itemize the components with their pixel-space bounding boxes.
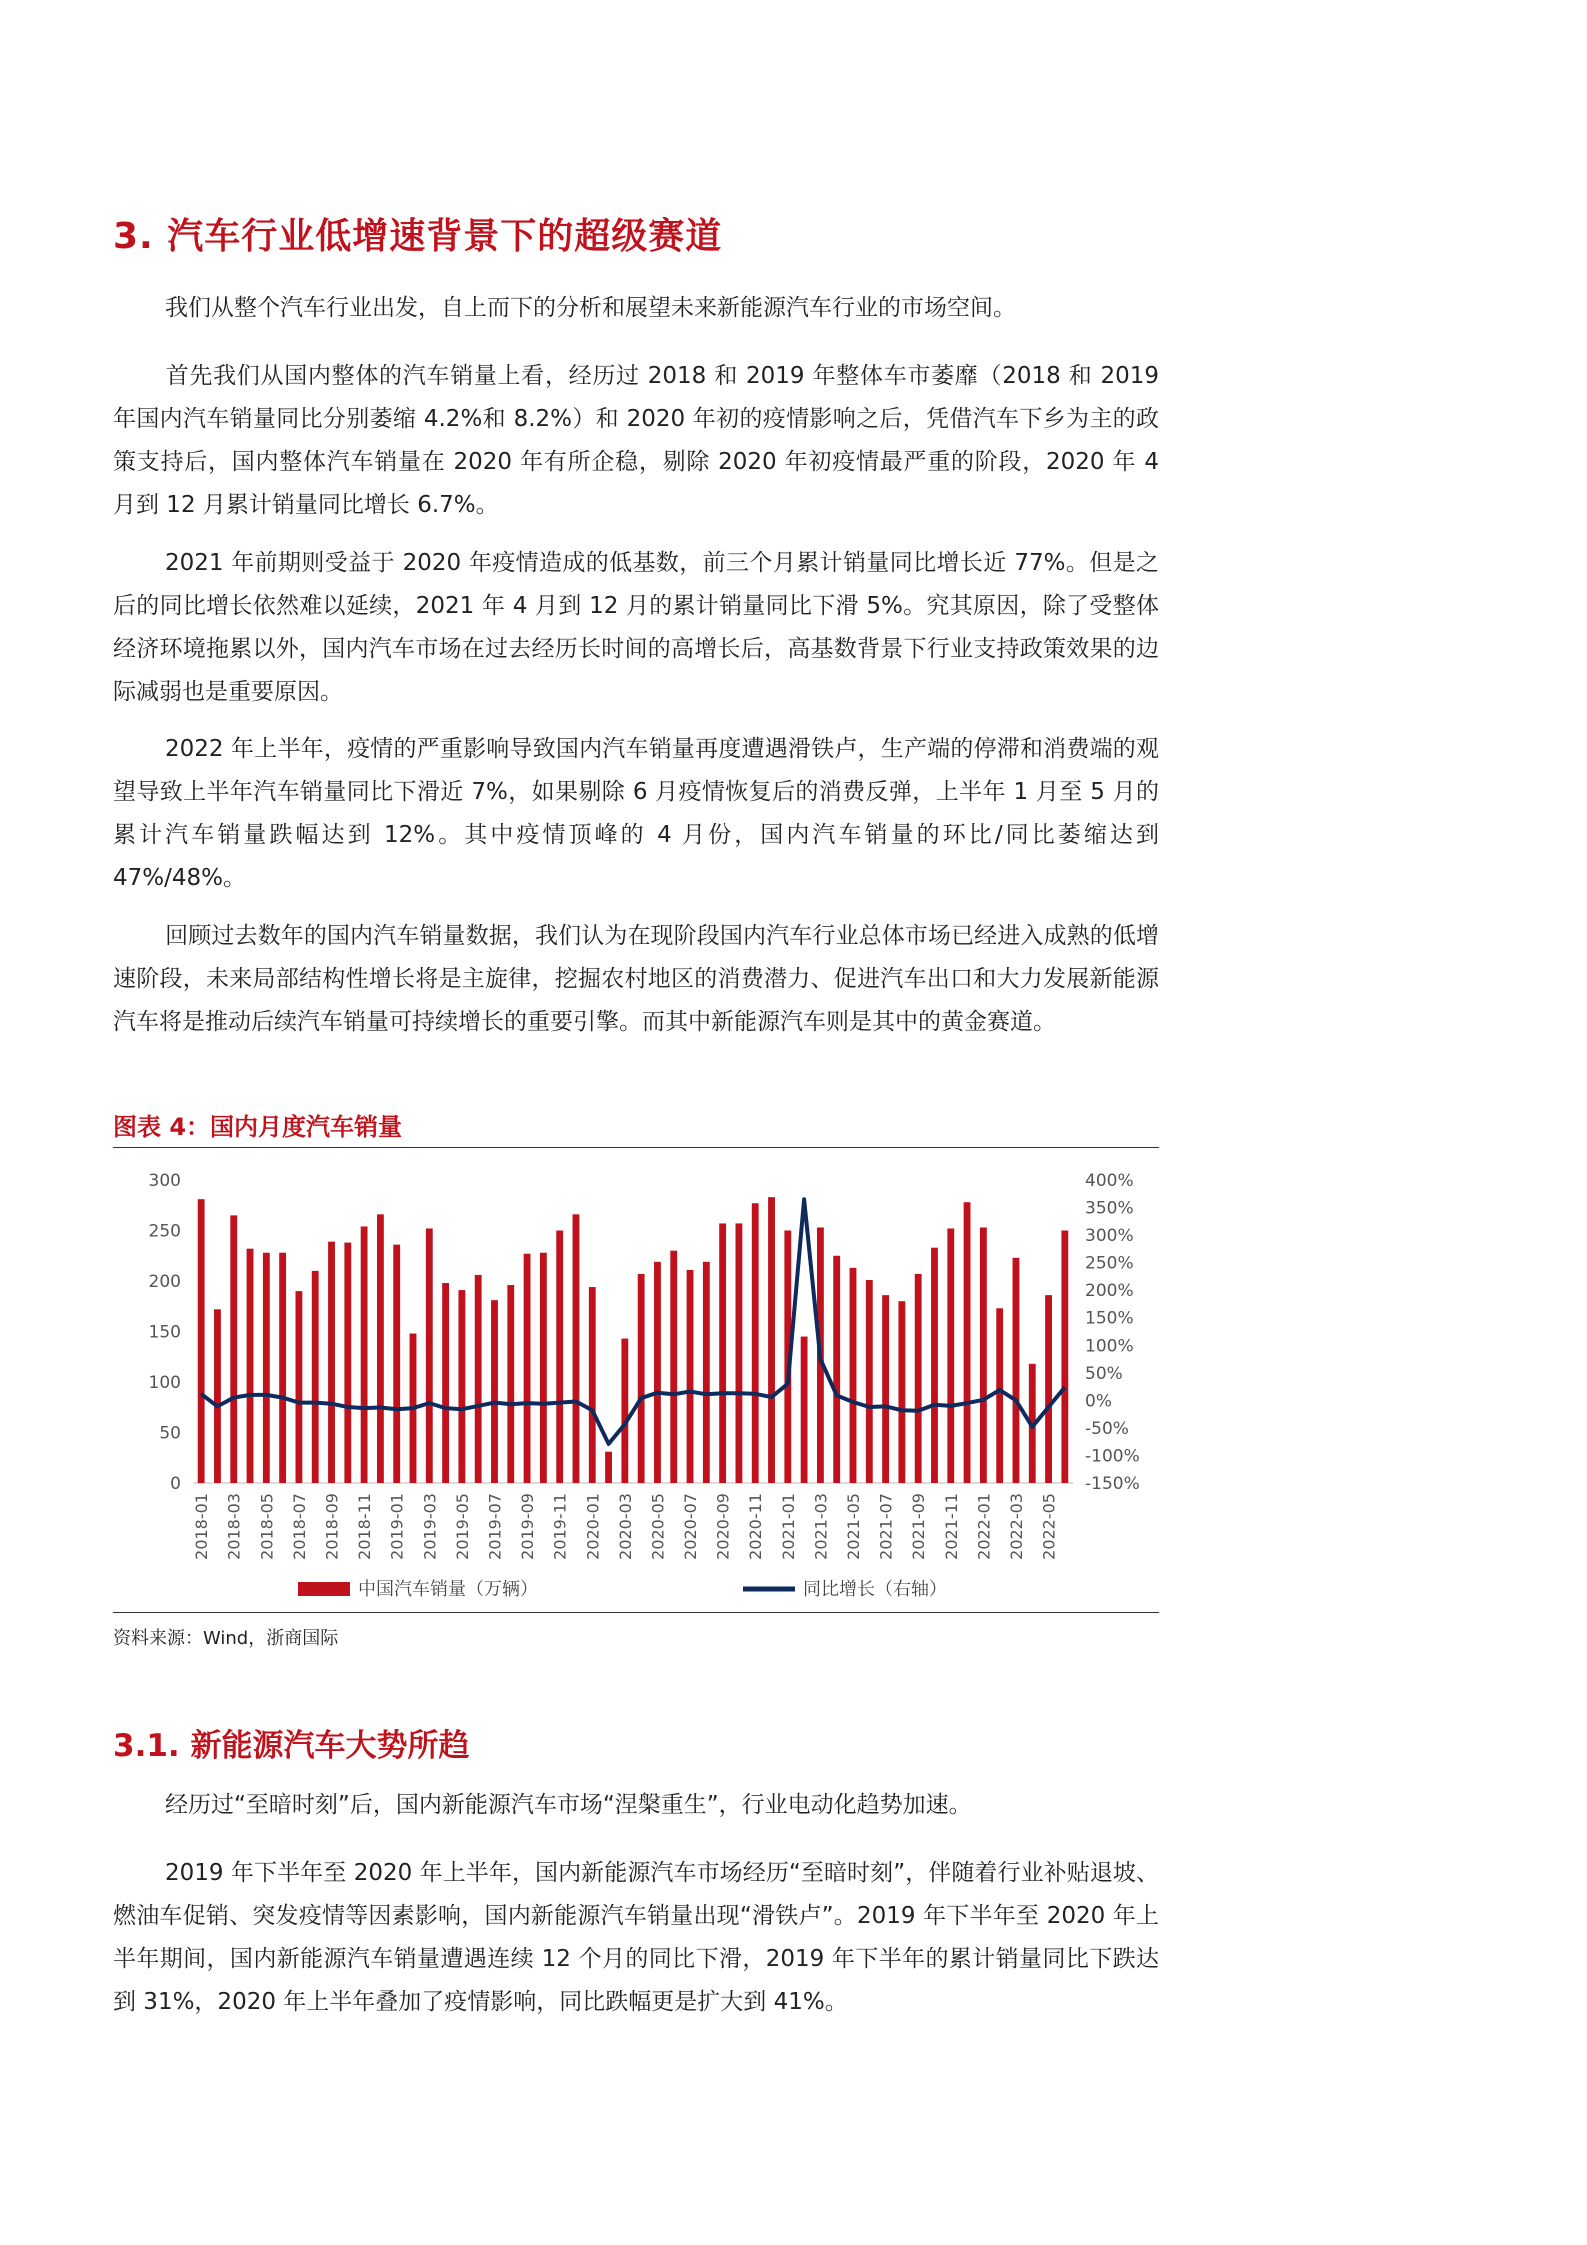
bar-2020-01 [589,1287,596,1483]
y-left-tick-label: 0 [170,1474,181,1494]
figure-top-rule [113,1147,1159,1148]
bar-2018-03 [230,1215,237,1483]
bar-2020-11 [752,1203,759,1483]
bar-2019-12 [573,1214,580,1483]
bar-2018-07 [296,1291,303,1483]
bar-2018-12 [377,1214,384,1483]
y-left-tick-label: 150 [148,1322,181,1343]
x-tick-label: 2019-11 [550,1493,570,1560]
x-tick-label: 2018-03 [224,1493,244,1560]
x-tick-label: 2021-05 [844,1493,863,1560]
x-tick-label: 2021-03 [811,1493,831,1560]
bar-2019-10 [540,1253,547,1483]
y-right-tick-label: 400% [1085,1171,1134,1191]
bar-2019-04 [442,1283,449,1483]
y-right-tick-label: 350% [1085,1198,1134,1219]
x-tick-label: 2021-01 [778,1493,798,1560]
y-right-tick-label: 100% [1085,1336,1134,1357]
paragraph-6: 经历过“至暗时刻”后，国内新能源汽车市场“涅槃重生”，行业电动化趋势加速。 [165,1792,972,1818]
bar-2019-01 [393,1245,400,1483]
section-title: 3. 汽车行业低增速背景下的超级赛道 [113,216,723,257]
x-tick-label: 2018-09 [322,1493,342,1560]
x-tick-label: 2021-11 [941,1493,961,1560]
bar-2020-08 [703,1262,710,1483]
subsection-title: 3.1. 新能源汽车大势所趋 [113,1728,470,1764]
x-tick-label: 2020-03 [615,1493,635,1560]
bar-2022-01 [980,1227,987,1483]
bar-2020-09 [719,1223,726,1483]
x-tick-label: 2019-05 [452,1493,472,1560]
x-tick-label: 2020-05 [648,1493,668,1560]
x-tick-label: 2021-09 [909,1493,929,1560]
x-tick-label: 2020-11 [746,1493,766,1560]
bar-2021-11 [947,1228,954,1483]
bar-2019-07 [491,1300,498,1483]
x-tick-label: 2018-07 [289,1493,309,1560]
y-right-tick-label: -100% [1085,1446,1140,1467]
bar-2019-03 [426,1228,433,1483]
x-tick-label: 2018-05 [257,1493,277,1560]
bar-2020-06 [670,1251,677,1483]
bar-2022-03 [1013,1258,1020,1483]
y-right-tick-label: 300% [1085,1226,1134,1247]
bar-2021-12 [964,1202,971,1483]
bar-2019-09 [524,1254,531,1483]
bar-2019-05 [458,1290,465,1483]
y-right-tick-label: 0% [1085,1391,1112,1412]
y-right-tick-label: 150% [1085,1308,1134,1329]
figure-bottom-rule [113,1612,1159,1613]
x-tick-label: 2018-11 [355,1493,375,1560]
bar-2018-10 [344,1243,351,1483]
bar-2020-03 [621,1339,628,1483]
bar-2021-02 [801,1337,808,1483]
y-right-tick-label: -50% [1085,1418,1129,1439]
bar-2021-05 [850,1268,857,1483]
bar-2021-06 [866,1280,873,1483]
y-left-tick-label: 200 [148,1272,181,1292]
paragraph-2: 首先我们从国内整体的汽车销量上看，经历过 2018 和 2019 年整体车市萎靡（2018 和 2019 年国内汽车销量同比分别萎缩 4.2%和 8.2%）和 2020 年初的疫情影响之后，凭借汽车下乡为主的政策支持后，国内整体汽车销量在 2020 年有所企稳，剔除 2020 年初疫情最严重的阶段，2020 年 4 月到 12 月累计销量同比增长 6.7%。 [113,363,1159,518]
y-right-tick-label: 250% [1085,1253,1134,1274]
x-tick-label: 2021-07 [876,1493,896,1560]
bar-2021-07 [882,1295,889,1483]
bar-2020-05 [654,1262,661,1483]
bar-2018-05 [263,1253,270,1483]
bar-2020-07 [687,1270,694,1483]
bar-2020-12 [768,1197,775,1483]
bar-2018-09 [328,1242,335,1483]
x-tick-label: 2019-09 [518,1493,538,1560]
paragraph-7: 2019 年下半年至 2020 年上半年，国内新能源汽车市场经历“至暗时刻”，伴随着行业补贴退坡、燃油车促销、突发疫情等因素影响，国内新能源汽车销量出现“滑铁卢”。2019 年下半年至 2020 年上半年期间，国内新能源汽车销量遭遇连续 12 个月的同比下滑，2019 年下半年的累计销量同比下跌达到 31%，2020 年上半年叠加了疫情影响，同比跌幅更是扩大到 41%。 [113,1860,1159,2015]
bar-2018-11 [361,1226,368,1483]
y-left-tick-label: 300 [148,1171,181,1191]
bar-2018-01 [198,1199,205,1483]
bar-2019-06 [475,1275,482,1483]
bar-2018-04 [247,1249,254,1483]
x-tick-label: 2020-01 [583,1493,603,1560]
y-right-tick-label: 50% [1085,1363,1123,1384]
bar-2022-06 [1061,1231,1068,1484]
x-tick-label: 2019-03 [420,1493,440,1560]
bar-2018-06 [279,1253,286,1483]
paragraph-1: 我们从整个汽车行业出发，自上而下的分析和展望未来新能源汽车行业的市场空间。 [165,295,1016,321]
bar-2021-04 [833,1256,840,1483]
bar-2021-09 [915,1274,922,1483]
figure-title: 图表 4：国内月度汽车销量 [113,1113,403,1141]
bar-2021-08 [898,1301,905,1483]
bar-2022-02 [996,1308,1003,1483]
paragraph-4: 2022 年上半年，疫情的严重影响导致国内汽车销量再度遭遇滑铁卢，生产端的停滞和消费端的观望导致上半年汽车销量同比下滑近 7%，如果剔除 6 月疫情恢复后的消费反弹，上半年 1 月至 5 月的累计汽车销量跌幅达到 12%。其中疫情顶峰的 4 月份，国内汽车销量的环比/同比萎缩达到 47%/48%。 [113,736,1159,891]
bar-2021-10 [931,1248,938,1483]
y-left-tick-label: 50 [159,1423,181,1444]
x-tick-label: 2019-07 [485,1493,505,1560]
y-right-tick-label: 200% [1085,1281,1134,1302]
x-tick-label: 2022-05 [1039,1493,1059,1560]
y-left-tick-label: 100 [148,1373,181,1393]
bar-2020-04 [638,1274,645,1483]
bar-2018-02 [214,1309,221,1483]
bar-2022-05 [1045,1295,1052,1483]
legend-line-label: 同比增长（右轴） [803,1579,947,1600]
bar-2020-10 [736,1223,743,1483]
x-tick-label: 2020-07 [681,1493,700,1560]
paragraph-5: 回顾过去数年的国内汽车销量数据，我们认为在现阶段国内汽车行业总体市场已经进入成熟的低增速阶段，未来局部结构性增长将是主旋律，挖掘农村地区的消费潜力、促进汽车出口和大力发展新能源汽车将是推动后续汽车销量可持续增长的重要引擎。而其中新能源汽车则是其中的黄金赛道。 [113,923,1159,1035]
bar-2019-08 [507,1285,514,1483]
y-right-tick-label: -150% [1085,1474,1140,1494]
bar-2018-08 [312,1271,319,1483]
x-tick-label: 2022-01 [974,1493,994,1560]
legend-bar-swatch [298,1582,350,1596]
monthly-sales-chart [113,1150,1159,1610]
x-tick-label: 2019-01 [387,1493,407,1560]
y-left-tick-label: 250 [148,1221,181,1242]
legend-bar-label: 中国汽车销量（万辆） [358,1579,538,1600]
paragraph-3: 2021 年前期则受益于 2020 年疫情造成的低基数，前三个月累计销量同比增长近 77%。但是之后的同比增长依然难以延续，2021 年 4 月到 12 月的累计销量同比下滑 5%。究其原因，除了受整体经济环境拖累以外，国内汽车市场在过去经历长时间的高增长后，高基数背景下行业支持政策效果的边际减弱也是重要原因。 [113,550,1159,705]
bar-2019-11 [556,1231,563,1484]
x-tick-label: 2018-01 [192,1493,212,1560]
bar-2020-02 [605,1452,612,1483]
x-tick-label: 2022-03 [1007,1493,1026,1560]
figure-source: 资料来源：Wind，浙商国际 [113,1628,339,1649]
x-tick-label: 2020-09 [713,1493,733,1560]
